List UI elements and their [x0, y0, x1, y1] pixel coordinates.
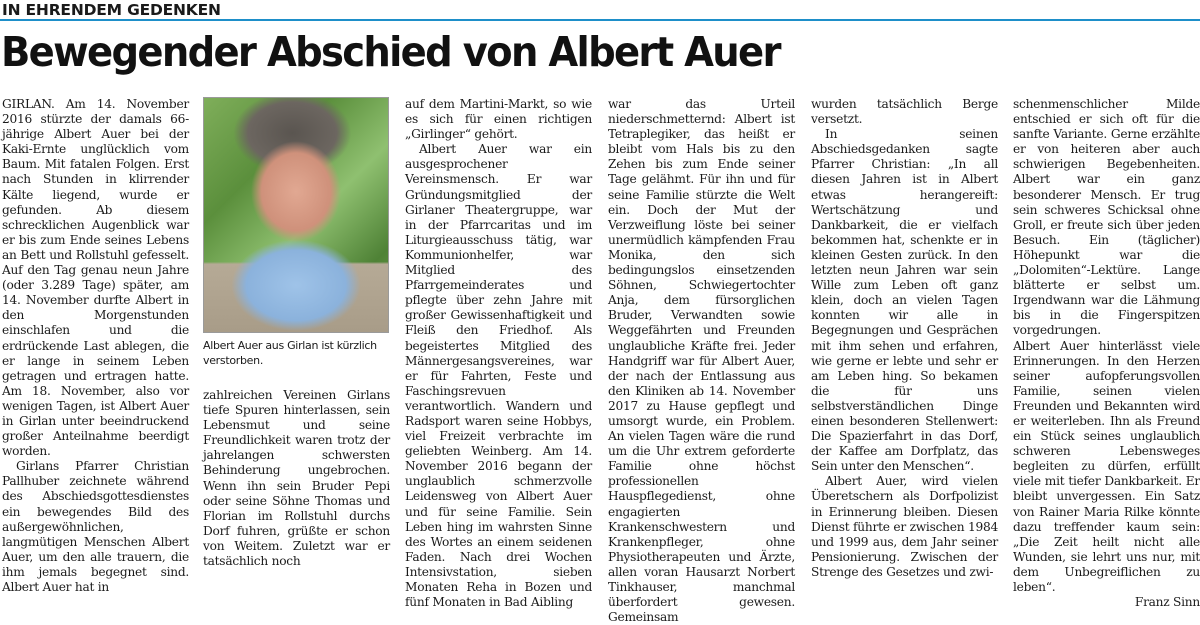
- paragraph: In seinen Abschiedsgedanken sagte Pfarrer Christian: „In all diesen Jahren ist in Albert etwas herangereift: Wertschätzung und Dankbarkeit, die er vielfach bekommen hat, schenkte er in kleinen Gesten zurück. In den letzten neun Jahren war sein Wille zum Leben oft ganz klein, doch an vielen Tagen konnten wir alle in Begegnungen und Gesprächen mit ihm sehen und erfahren, wie gerne er lebte und sehr er am Leben hing. So bekamen die für uns selbstverständlichen Dinge einen besonderen Stellenwert: Die Spazierfahrt in das Dorf, der Kaffee am Dorfplatz, das Sein unter den Menschen“.: [811, 127, 998, 474]
- paragraph: schenmenschlicher Milde entschied er sich oft für die sanfte Variante. Gerne erzählte er von heiteren aber auch schwierigen Begebenheiten. Albert war ein ganz besonderer Mensch. Er trug sein schweres Schicksal ohne Groll, er freute sich über jeden Besuch. Ein (täglicher) Höhepunkt war die „Dolomiten“-Lektüre. Lange blätterte er selbst um. Irgendwann war die Lähmung bis in die Fingerspitzen vorgedrungen.: [1013, 97, 1200, 338]
- article-column-6: [1013, 97, 1200, 610]
- article-column-4: [608, 97, 795, 625]
- photo-caption: Albert Auer aus Girlan ist kürzlich verstorben.: [203, 339, 377, 367]
- section-divider: [0, 19, 1200, 21]
- paragraph: GIRLAN. Am 14. November 2016 stürzte der damals 66-jährige Albert Auer bei der Kaki-Ernte unglücklich vom Baum. Mit fatalen Folgen. Erst nach Stunden in klirrender Kälte liegend, wurde er gefunden. Ab diesem schrecklichen Augenblick war er bis zum Ende seines Lebens an Bett und Rollstuhl gefesselt. Auf den Tag genau neun Jahre (oder 3.289 Tage) später, am 14. November durfte Albert in den Morgenstunden einschlafen und die erdrückende Last ablegen, die er lange in seinem Leben getragen und ertragen hatte. Am 18. November, also vor wenigen Tagen, ist Albert Auer in Girlan unter beeindruckend großer Anteilnahme beerdigt worden.: [2, 97, 189, 459]
- paragraph: zahlreichen Vereinen Girlans tiefe Spuren hinterlassen, sein Lebensmut und seine Freundlichkeit waren trotz der jahrelangen schwersten Behinderung ungebrochen. Wenn ihn sein Bruder Pepi oder seine Söhne Thomas und Florian im Rollstuhl durchs Dorf fuhren, grüßte er schon von Weitem. Zuletzt war er tatsächlich noch: [203, 388, 390, 569]
- paragraph: war das Urteil niederschmetternd: Albert ist Tetraplegiker, das heißt er bleibt vom Hals bis zu den Zehen bis zum Ende seiner Tage gelähmt. Für ihn und für seine Familie stürzte die Welt ein. Doch der Mut der Verzweiflung löste bei seiner unermüdlich kämpfenden Frau Monika, den sich bedingungslos einsetzenden Söhnen, Schwiegertochter Anja, dem fürsorglichen Bruder, Verwandten sowie Weggefährten und Freunden unglaubliche Kräfte frei. Jeder Handgriff war für Albert Auer, der nach der Entlassung aus den Kliniken ab 14. November 2017 zu Hause gepflegt und umsorgt wurde, ein Problem. An vielen Tagen wäre die rund um die Uhr extrem geforderte Familie ohne höchst professionellen Hauspflegedienst, ohne engagierten Krankenschwestern und Krankenpfleger, ohne Physiotherapeuten und Ärzte, allen voran Hausarzt Norbert Tinkhauser, manchmal überfordert gewesen. Gemeinsam: [608, 97, 795, 625]
- paragraph: auf dem Martini-Markt, so wie es sich für einen richtigen „Girlinger“ gehört.: [405, 97, 592, 142]
- paragraph: Albert Auer hinterlässt viele Erinnerungen. In den Herzen seiner aufopferungsvollen Familie, seinen vielen Freunden und Bekannten wird er weiterleben. Ihn als Freund ein Stück seines unglaublich schweren Lebensweges begleiten zu dürfen, erfüllt viele mit tiefer Dankbarkeit. Er bleibt unvergessen. Ein Satz von Rainer Maria Rilke könnte dazu treffender kaum sein: „Die Zeit heilt nicht alle Wunden, sie lehrt uns nur, mit dem Unbegreiflichen zu leben“.: [1013, 338, 1200, 594]
- article-column-2: [203, 388, 390, 569]
- article-column-1: [2, 97, 189, 595]
- paragraph: Girlans Pfarrer Christian Pallhuber zeichnete während des Abschiedsgottesdienstes ein bewegendes Bild des außergewöhnlichen, langmütigen Menschen Albert Auer, um den alle trauern, die ihm jemals begegnet sind. Albert Auer hat in: [2, 459, 189, 594]
- portrait-photo-icon: [203, 97, 389, 333]
- article-column-5: [811, 97, 998, 580]
- article-column-3: [405, 97, 592, 610]
- paragraph: wurden tatsächlich Berge versetzt.: [811, 97, 998, 127]
- paragraph: Albert Auer war ein ausgesprochener Vereinsmensch. Er war Gründungsmitglied der Girlaner Theatergruppe, war in der Pfarrcaritas und im Liturgieausschuss tätig, war Kommunionhelfer, war Mitglied des Pfarrgemeinderates und pflegte über zehn Jahre mit großer Gewissenhaftigkeit und Fleiß den Friedhof. Als begeistertes Mitglied des Männergesangsvereines, war er für Fahrten, Feste und Faschingsrevuen verantwortlich. Wandern und Radsport waren seine Hobbys, viel Freizeit verbrachte im geliebten Weinberg. Am 14. November 2016 begann der unglaublich schmerzvolle Leidensweg von Albert Auer und für seine Familie. Sein Leben hing im wahrsten Sinne des Wortes an einem seidenen Faden. Nach drei Wochen Intensivstation, sieben Monaten Reha in Bozen und fünf Monaten in Bad Aibling: [405, 142, 592, 610]
- paragraph: Albert Auer, wird vielen Überetschern als Dorfpolizist in Erinnerung bleiben. Diesen Dienst führte er zwischen 1984 und 1999 aus, dem Jahr seiner Pensionierung. Zwischen der Strenge des Gesetzes und zwi-: [811, 474, 998, 579]
- author-signature: Franz Sinn: [1134, 595, 1200, 610]
- article-headline: Bewegender Abschied von Albert Auer: [1, 28, 780, 76]
- section-kicker: IN EHRENDEM GEDENKEN: [2, 1, 221, 19]
